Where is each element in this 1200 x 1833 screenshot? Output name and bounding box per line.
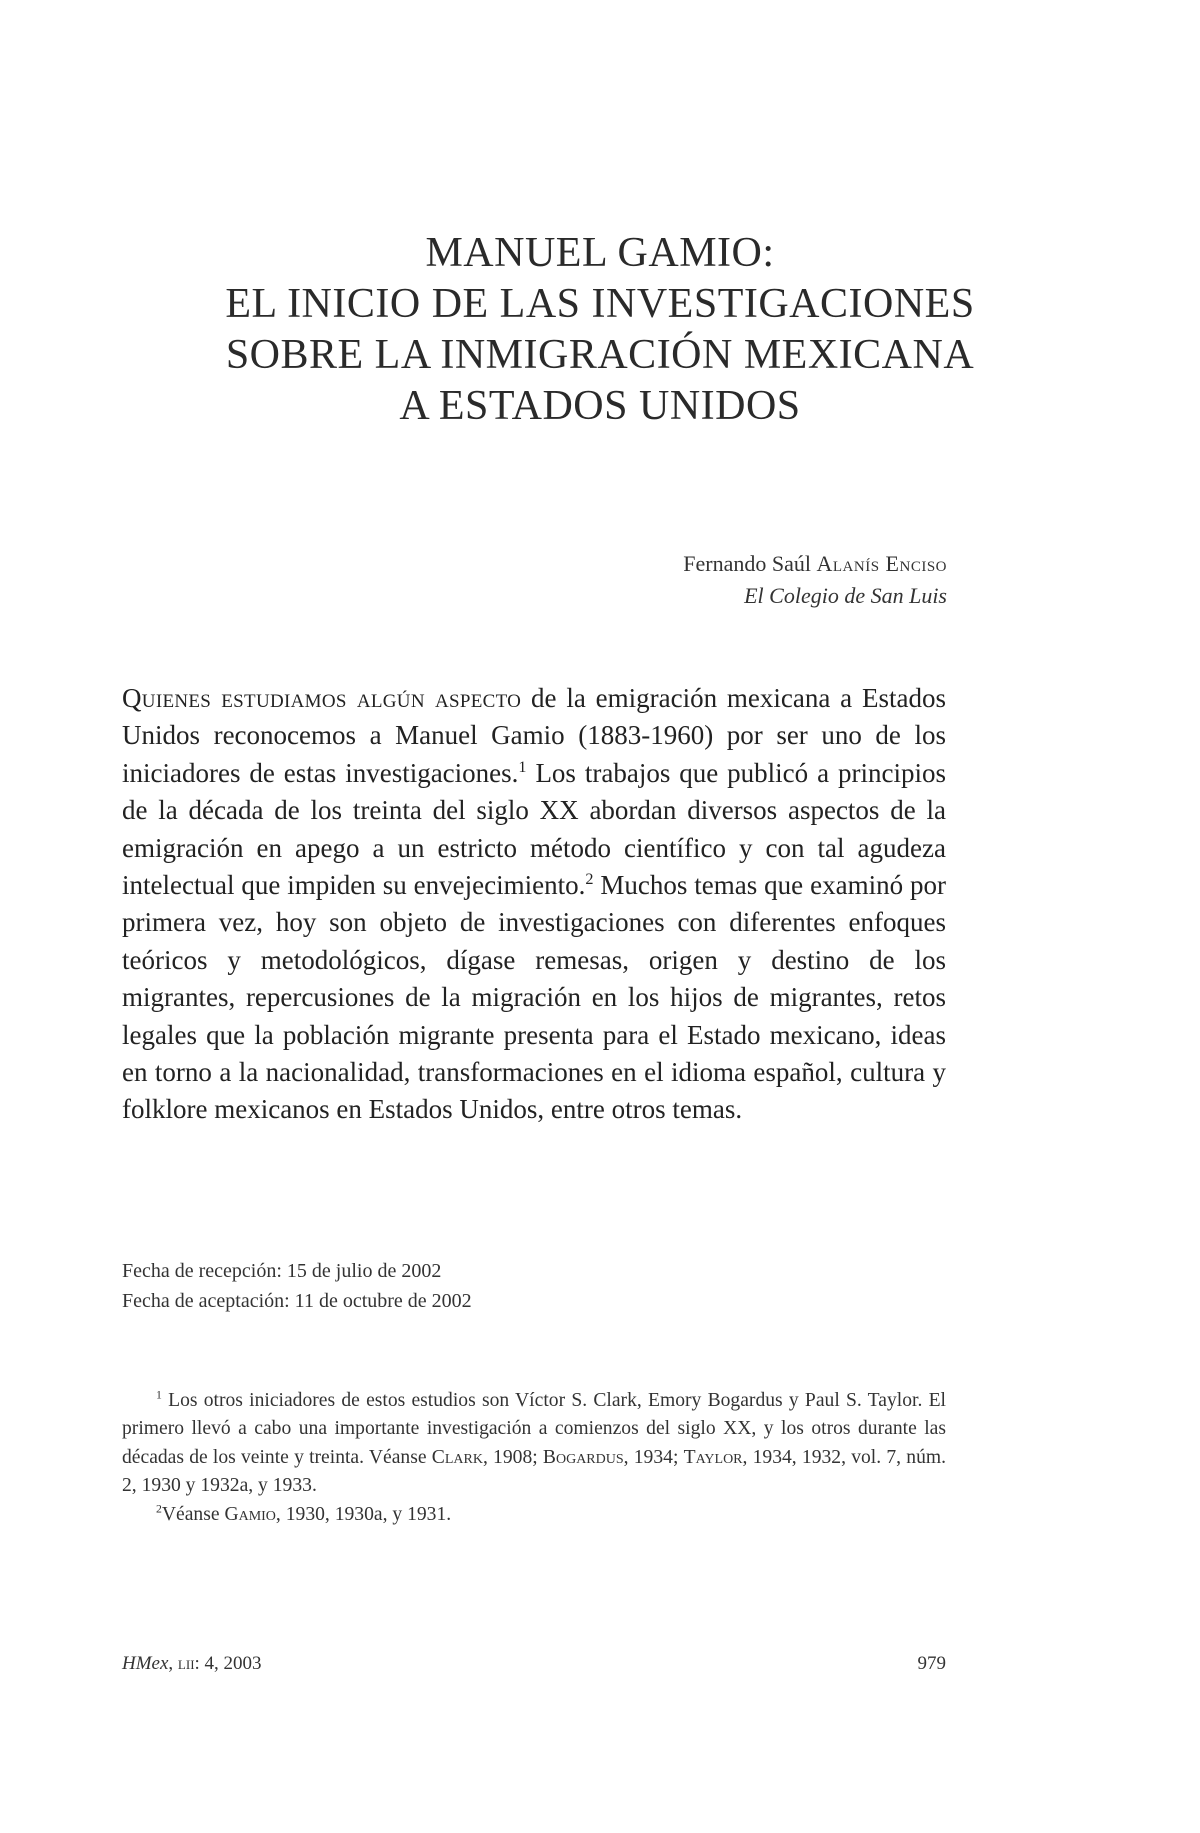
footnote-1-text-a: Los otros iniciadores de estos estudios son Víctor S. Clark, Emory Bogardus y Paul S. Taylor. El primero llevó a cabo una importante investigación a comienzos del siglo XX, y los otros durante las décadas de los veinte y treinta. Véanse bbox=[122, 1390, 946, 1468]
accepted-date: Fecha de aceptación: 11 de octubre de 2002 bbox=[122, 1290, 472, 1312]
author-name bbox=[683, 548, 947, 580]
article-title bbox=[0, 228, 1200, 432]
footnote-2-text-b: , 1930, 1930a, y 1931. bbox=[275, 1503, 452, 1525]
author-first-name: Fernando Saúl bbox=[683, 551, 811, 576]
body-text-part-3: Muchos temas que examinó por primera vez, hoy son objeto de investigaciones con diferentes enfoques teóricos y metodológicos, dígase remesas, origen y destino de los migrantes, repercusiones de la migración en los hijos de migrantes, retos legales que la población migrante presenta para el Estado mexicano, ideas en torno a la nacionalidad, transformaciones en el idioma español, cultura y folklore mexicanos en Estados Unidos, entre otros temas. bbox=[122, 870, 946, 1125]
author-affiliation: El Colegio de San Luis bbox=[744, 583, 947, 608]
footnote-2 bbox=[122, 1501, 946, 1529]
title-line-3: SOBRE LA INMIGRACIÓN MEXICANA bbox=[225, 332, 975, 378]
footnote-2-number: 2 bbox=[156, 1502, 162, 1516]
submission-dates bbox=[122, 1256, 472, 1316]
cite-gamio: Gamio bbox=[224, 1503, 276, 1525]
footnote-2-text-a: Véanse bbox=[161, 1503, 225, 1525]
footnote-ref-1: 1 bbox=[518, 757, 527, 776]
journal-name: HMex bbox=[122, 1653, 169, 1674]
lead-in: Quienes estudiamos algún aspecto bbox=[122, 683, 522, 713]
footnote-1-text-b: , 1908; bbox=[482, 1446, 543, 1468]
footnote-1-number: 1 bbox=[156, 1388, 162, 1402]
received-date: Fecha de recepción: 15 de julio de 2002 bbox=[122, 1260, 442, 1282]
author-last-name: Alanís Enciso bbox=[816, 551, 947, 576]
cite-clark: Clark bbox=[431, 1446, 483, 1468]
cite-bogardus: Bogardus bbox=[542, 1446, 624, 1468]
byline bbox=[683, 548, 947, 612]
footnote-1 bbox=[122, 1387, 946, 1501]
journal-volume: , lii: 4, 2003 bbox=[168, 1653, 262, 1674]
footnote-1-text-d: , 1934, 1932, vol. 7, núm. 2, 1930 y 1932a, y 1933. bbox=[122, 1446, 946, 1497]
body-text-part-1: de la emigración mexicana a Estados Unidos reconocemos a Manuel Gamio (1883-1960) por ser uno de los iniciadores de estas investigaciones. bbox=[122, 683, 946, 788]
body-paragraph bbox=[122, 680, 946, 1129]
title-line-1: MANUEL GAMIO: bbox=[425, 230, 775, 276]
footnotes bbox=[122, 1387, 946, 1529]
footnote-1-text-c: , 1934; bbox=[623, 1446, 684, 1468]
body-text-part-2: Los trabajos que publicó a principios de la década de los treinta del siglo XX abordan diversos aspectos de la emigración en apego a un estricto método científico y con tal agudeza intelectual que impiden su envejecimiento. bbox=[122, 757, 946, 901]
footnote-ref-2: 2 bbox=[585, 870, 594, 889]
title-line-2: EL INICIO DE LAS INVESTIGACIONES bbox=[225, 281, 975, 327]
title-line-4: A ESTADOS UNIDOS bbox=[399, 383, 801, 429]
page-number: 979 bbox=[917, 1653, 946, 1674]
cite-taylor: Taylor bbox=[683, 1446, 743, 1468]
journal-reference bbox=[122, 1653, 262, 1675]
